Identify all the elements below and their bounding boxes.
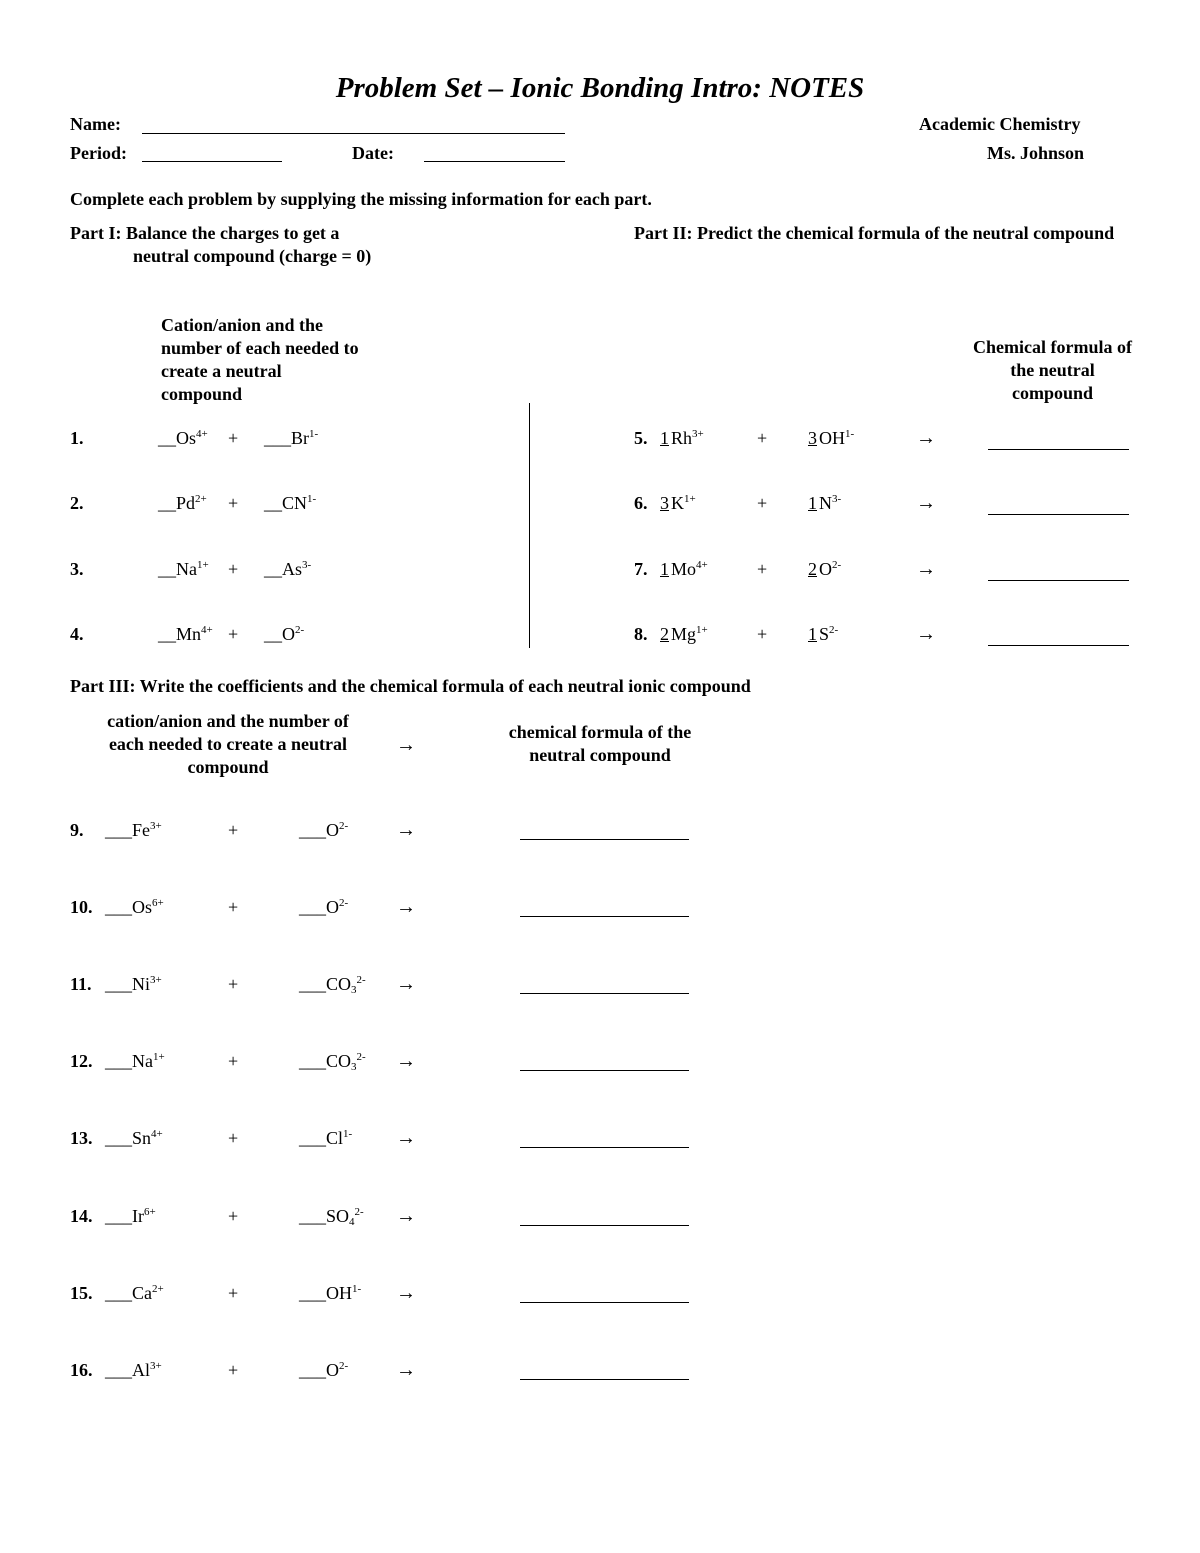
anion-charge: 1- [352, 1283, 362, 1295]
cation-charge: 3+ [692, 428, 704, 440]
plus-sign: + [228, 428, 239, 448]
cation-symbol: Fe [132, 820, 150, 840]
part1-heading-cont: neutral compound (charge = 0) [133, 246, 372, 266]
cation-charge: 3+ [150, 820, 162, 832]
period-field[interactable] [142, 161, 282, 162]
cation [158, 493, 207, 514]
anion-symbol: N [819, 493, 832, 513]
anion-symbol: O [819, 559, 832, 579]
anion-charge: 2- [339, 1360, 349, 1372]
formula-answer-line[interactable] [520, 1225, 689, 1226]
course-name: Academic Chemistry [919, 114, 1081, 134]
anion-charge: 2- [356, 974, 366, 986]
cation-symbol: Os [132, 897, 153, 917]
cation [105, 1051, 165, 1072]
cation [105, 1283, 164, 1304]
cation-charge: 2+ [152, 1283, 164, 1295]
cation-charge: 4+ [196, 428, 208, 440]
cation-charge: 1+ [696, 624, 708, 636]
plus-sign: + [228, 1360, 239, 1380]
anion-coefficient: 1 [808, 624, 817, 644]
formula-answer-line[interactable] [988, 580, 1129, 581]
plus-sign: + [757, 493, 768, 513]
anion-symbol: O [326, 820, 339, 840]
anion-symbol: OH [819, 428, 845, 448]
anion [299, 1206, 364, 1227]
cation-symbol: Rh [671, 428, 693, 448]
cation [158, 559, 209, 580]
anion-charge: 2- [354, 1206, 364, 1218]
yields-arrow: → [396, 896, 416, 918]
instructions: Complete each problem by supplying the missing information for each part. [70, 189, 652, 209]
anion-coefficient: 1 [808, 493, 817, 513]
cation-blank[interactable]: __ [158, 493, 176, 513]
problem-number: 2. [70, 493, 84, 513]
anion-blank[interactable]: __ [264, 493, 282, 513]
anion-charge: 2- [356, 1051, 366, 1063]
teacher-name: Ms. Johnson [987, 143, 1085, 163]
anion [299, 1283, 361, 1304]
anion-symbol: OH [326, 1283, 352, 1303]
anion-charge: 3- [832, 493, 842, 505]
problem-number: 12. [70, 1051, 93, 1071]
cation-charge: 6+ [144, 1206, 156, 1218]
anion [299, 1051, 366, 1072]
anion [299, 974, 366, 995]
anion-symbol: CO [326, 1051, 352, 1071]
plus-sign: + [228, 897, 239, 917]
anion-symbol: CO [326, 974, 352, 994]
cation [105, 974, 162, 995]
cation-coefficient: 1 [660, 428, 669, 448]
plus-sign: + [757, 624, 768, 644]
cation-coefficient: 1 [660, 559, 669, 579]
yields-arrow: → [916, 623, 936, 645]
anion-blank[interactable]: __ [264, 559, 282, 579]
cation-coefficient: 3 [660, 493, 669, 513]
cation [105, 897, 164, 918]
cation-blank[interactable]: ___ [105, 1128, 132, 1148]
name-label: Name: [70, 114, 121, 134]
yields-arrow: → [396, 1205, 416, 1227]
problem-number: 6. [634, 493, 648, 513]
anion-blank[interactable]: ___ [264, 428, 291, 448]
yields-arrow: → [916, 492, 936, 514]
problem-number: 15. [70, 1283, 93, 1303]
cation-coefficient: 2 [660, 624, 669, 644]
anion-symbol: SO [326, 1206, 350, 1226]
anion-blank[interactable]: ___ [299, 1128, 326, 1148]
anion-symbol: O [326, 1360, 339, 1380]
formula-answer-line[interactable] [520, 916, 689, 917]
anion-charge: 2- [829, 624, 839, 636]
plus-sign: + [228, 624, 239, 644]
anion-charge: 2- [832, 559, 842, 571]
plus-sign: + [228, 1283, 239, 1303]
anion-blank[interactable]: ___ [299, 1206, 326, 1226]
cation [105, 1360, 162, 1381]
cation-blank[interactable]: ___ [105, 1283, 132, 1303]
anion [264, 428, 318, 449]
cation [158, 624, 213, 645]
cation-blank[interactable]: ___ [105, 974, 132, 994]
anion [299, 897, 348, 918]
yields-arrow: → [916, 427, 936, 449]
problem-number: 7. [634, 559, 648, 579]
formula-answer-line[interactable] [520, 1147, 689, 1148]
anion-charge: 1- [845, 428, 855, 440]
cation [656, 428, 704, 449]
period-label: Period: [70, 143, 127, 163]
part1-heading: Part I: Balance the charges to get a [70, 223, 340, 243]
cation [656, 493, 696, 514]
anion [802, 624, 838, 645]
yields-arrow: → [396, 1282, 416, 1304]
anion-blank[interactable]: ___ [299, 974, 326, 994]
anion-subscript: 4 [349, 1216, 355, 1228]
problem-number: 13. [70, 1128, 93, 1148]
column-divider [529, 403, 530, 648]
cation-charge: 1+ [153, 1051, 165, 1063]
yields-arrow: → [396, 819, 416, 841]
anion-blank[interactable]: ___ [299, 1051, 326, 1071]
plus-sign: + [228, 493, 239, 513]
problem-number: 8. [634, 624, 648, 644]
part3-column-head-right: chemical formula of the neutral compound [508, 722, 692, 765]
cation [656, 559, 708, 580]
yields-arrow: → [396, 973, 416, 995]
cation-symbol: Os [176, 428, 197, 448]
plus-sign: + [757, 428, 768, 448]
date-field[interactable] [424, 161, 565, 162]
anion-subscript: 3 [351, 984, 357, 996]
problem-number: 1. [70, 428, 84, 448]
formula-answer-line[interactable] [988, 645, 1129, 646]
cation-symbol: Na [132, 1051, 153, 1071]
anion [802, 493, 841, 514]
cation-charge: 2+ [195, 493, 207, 505]
formula-answer-line[interactable] [520, 1302, 689, 1303]
formula-answer-line[interactable] [520, 993, 689, 994]
cation-symbol: Ir [132, 1206, 144, 1226]
formula-answer-line[interactable] [520, 1379, 689, 1380]
anion-charge: 2- [295, 624, 305, 636]
anion-coefficient: 3 [808, 428, 817, 448]
cation-charge: 4+ [696, 559, 708, 571]
plus-sign: + [228, 974, 239, 994]
anion-charge: 3- [302, 559, 312, 571]
plus-sign: + [228, 820, 239, 840]
anion-charge: 2- [339, 820, 349, 832]
part3-column-arrow: → [396, 734, 416, 756]
problem-number: 11. [70, 974, 92, 994]
anion-blank[interactable]: ___ [299, 1360, 326, 1380]
plus-sign: + [228, 1051, 239, 1071]
anion-charge: 1- [309, 428, 319, 440]
cation-blank[interactable]: ___ [105, 897, 132, 917]
part2-heading: Part II: Predict the chemical formula of the neutral compound [634, 223, 1115, 243]
formula-answer-line[interactable] [988, 514, 1129, 515]
yields-arrow: → [396, 1359, 416, 1381]
anion-charge: 1- [307, 493, 317, 505]
cation-symbol: Sn [132, 1128, 152, 1148]
formula-answer-line[interactable] [988, 449, 1129, 450]
part3-column-head-left: cation/anion and the number of each needed to create a neutral compound [107, 711, 349, 777]
anion-charge: 2- [339, 897, 349, 909]
date-label: Date: [352, 143, 394, 163]
anion-symbol: As [282, 559, 303, 579]
cation [656, 624, 708, 645]
problem-number: 5. [634, 428, 648, 448]
cation [105, 1206, 156, 1227]
cation [158, 428, 208, 449]
cation-charge: 4+ [151, 1128, 163, 1140]
cation-charge: 6+ [152, 897, 164, 909]
cation-symbol: Na [176, 559, 197, 579]
cation-charge: 3+ [150, 1360, 162, 1372]
anion-blank[interactable]: __ [264, 624, 282, 644]
part2-column-head: Chemical formula of the neutral compound [973, 337, 1132, 403]
name-field[interactable] [142, 133, 565, 134]
cation-blank[interactable]: ___ [105, 820, 132, 840]
plus-sign: + [228, 1206, 239, 1226]
anion [264, 624, 304, 645]
problem-number: 3. [70, 559, 84, 579]
formula-answer-line[interactable] [520, 839, 689, 840]
cation-symbol: Ni [132, 974, 150, 994]
cation-blank[interactable]: ___ [105, 1360, 132, 1380]
anion-blank[interactable]: ___ [299, 1283, 326, 1303]
yields-arrow: → [396, 1050, 416, 1072]
cation-symbol: Mo [671, 559, 697, 579]
cation-charge: 3+ [150, 974, 162, 986]
cation-blank[interactable]: __ [158, 559, 176, 579]
anion [299, 1360, 348, 1381]
anion [264, 559, 311, 580]
cation-symbol: Mg [671, 624, 697, 644]
cation-blank[interactable]: __ [158, 428, 176, 448]
anion-symbol: O [282, 624, 295, 644]
cation [105, 1128, 163, 1149]
anion [802, 428, 854, 449]
anion-blank[interactable]: ___ [299, 820, 326, 840]
anion [264, 493, 316, 514]
cation-symbol: Pd [176, 493, 196, 513]
anion-symbol: O [326, 897, 339, 917]
page-title: Problem Set – Ionic Bonding Intro: NOTES [335, 72, 865, 104]
cation-symbol: Ca [132, 1283, 152, 1303]
part1-column-head: Cation/anion and the number of each needed to create a neutral compound [161, 315, 359, 404]
cation-charge: 1+ [197, 559, 209, 571]
cation [105, 820, 162, 841]
anion-blank[interactable]: ___ [299, 897, 326, 917]
cation-charge: 1+ [684, 493, 696, 505]
plus-sign: + [757, 559, 768, 579]
anion [299, 1128, 352, 1149]
anion-subscript: 3 [351, 1061, 357, 1073]
yields-arrow: → [396, 1127, 416, 1149]
problem-number: 10. [70, 897, 93, 917]
plus-sign: + [228, 559, 239, 579]
part3-heading: Part III: Write the coefficients and the chemical formula of each neutral ionic compound [70, 676, 751, 696]
formula-answer-line[interactable] [520, 1070, 689, 1071]
cation-symbol: Mn [176, 624, 202, 644]
anion-symbol: Br [291, 428, 309, 448]
problem-number: 16. [70, 1360, 93, 1380]
plus-sign: + [228, 1128, 239, 1148]
problem-number: 9. [70, 820, 84, 840]
anion-symbol: S [819, 624, 830, 644]
anion-coefficient: 2 [808, 559, 817, 579]
anion-symbol: Cl [326, 1128, 344, 1148]
anion [802, 559, 841, 580]
cation-blank[interactable]: ___ [105, 1051, 132, 1071]
problem-number: 4. [70, 624, 84, 644]
cation-symbol: K [671, 493, 684, 513]
anion-symbol: CN [282, 493, 308, 513]
anion-charge: 1- [343, 1128, 353, 1140]
cation-blank[interactable]: ___ [105, 1206, 132, 1226]
cation-charge: 4+ [201, 624, 213, 636]
yields-arrow: → [916, 558, 936, 580]
cation-symbol: Al [132, 1360, 150, 1380]
cation-blank[interactable]: __ [158, 624, 176, 644]
anion [299, 820, 348, 841]
problem-number: 14. [70, 1206, 93, 1226]
